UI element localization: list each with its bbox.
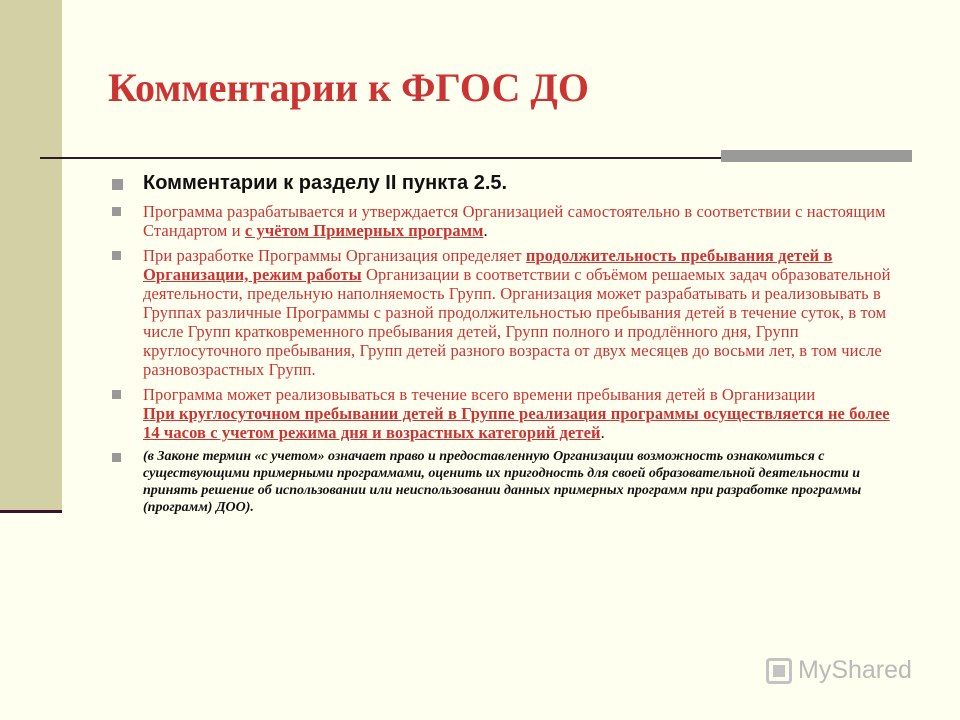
list-item-p1 <box>112 202 902 240</box>
list-item-p3 <box>112 385 902 442</box>
sidebar-divider <box>0 510 62 513</box>
paragraph-1-emphasis: с учётом Примерных программ <box>244 221 484 240</box>
content-list <box>112 170 902 522</box>
watermark <box>766 656 912 685</box>
list-item-note <box>112 448 902 516</box>
square-bullet-icon <box>112 390 121 399</box>
square-bullet-icon <box>112 207 121 216</box>
list-item-heading <box>112 170 902 196</box>
paragraph-3-tail: . <box>600 423 605 442</box>
page-title: Комментарии к ФГОС ДО <box>108 65 589 110</box>
paragraph-3 <box>143 385 902 442</box>
square-bullet-icon <box>112 179 123 190</box>
paragraph-3-text: Программа может реализовываться в течение всего времени пребывания детей в Организации <box>143 385 816 404</box>
watermark-text: MyShared <box>798 656 912 684</box>
list-item-p2 <box>112 246 902 379</box>
decorative-sidebar <box>0 0 62 512</box>
paragraph-1 <box>143 202 902 240</box>
paragraph-1-text: Программа разрабатывается и утверждается Организацией самостоятельно в соответствии с настоящим Стандартом и <box>143 202 886 240</box>
legal-note: (в Законе термин «с учетом» означает право и предоставленную Организации возможность ознакомиться с существующими примерными программами, оценить их пригодность для своей образовательной деятельности и принять решение об использовании или неиспользовании данных примерных программ при разработке программы (программ) ДОО). <box>143 449 862 515</box>
section-heading: Комментарии к разделу II пункта 2.5. <box>143 172 508 194</box>
myshared-logo-icon <box>766 658 792 684</box>
square-bullet-icon <box>112 251 121 260</box>
paragraph-1-tail: . <box>483 221 488 240</box>
paragraph-3-emphasis: При круглосуточном пребывании детей в Группе реализация программы осуществляется не более 14 часов с учетом режима дня и возрастных категорий детей <box>143 404 890 442</box>
square-bullet-icon <box>112 453 121 462</box>
title-rule-accent <box>721 150 912 162</box>
paragraph-2-tail: Организации в соответствии с объёмом решаемых задач образовательной деятельности, предельную наполняемость Групп. Организация может разрабатывать и реализовывать в Группах различные Программы с разной продолжительностью пребывания детей в течение суток, в том числе Групп кратковременного пребывания детей, Групп полного и продлённого дня, Групп круглосуточного пребывания, Групп детей разного возраста от двух месяцев до восьми лет, в том числе разновозрастных Групп. <box>143 265 891 379</box>
paragraph-2 <box>143 246 902 379</box>
paragraph-2-text: При разработке Программы Организация определяет <box>143 246 526 265</box>
paragraph-2-emphasis: продолжительность пребывания детей в Организации, режим работы <box>143 246 833 284</box>
